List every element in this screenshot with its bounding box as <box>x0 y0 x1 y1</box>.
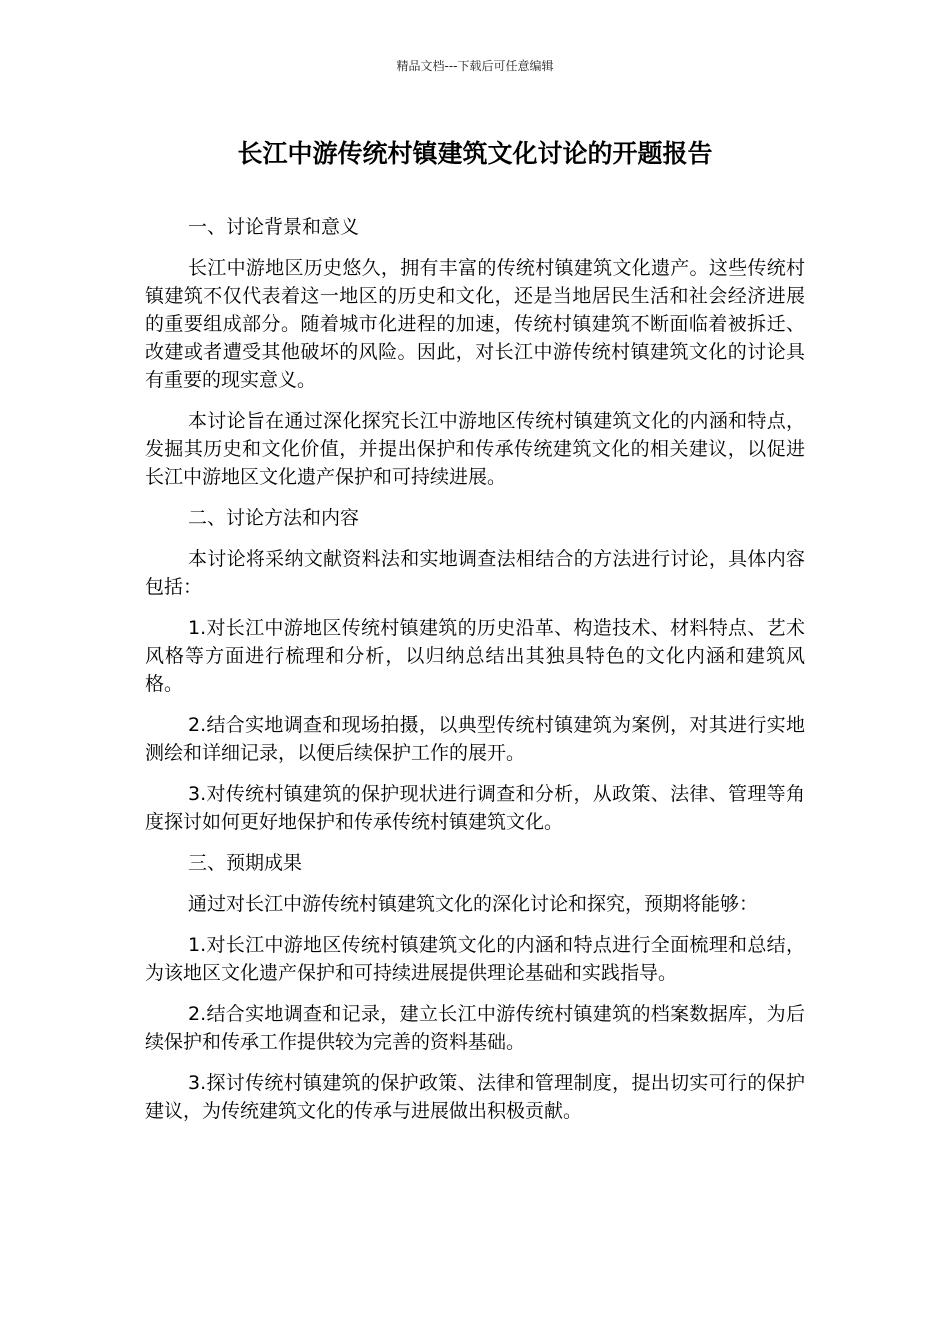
list-item: 3.对传统村镇建筑的保护现状进行调查和分析，从政策、法律、管理等角度探讨如何更好地保护和传承传统村镇建筑文化。 <box>145 783 805 833</box>
list-item: 2.结合实地调查和记录，建立长江中游传统村镇建筑的档案数据库，为后续保护和传承工作提供较为完善的资料基础。 <box>145 1003 805 1053</box>
list-item: 1.对长江中游地区传统村镇建筑的历史沿革、构造技术、材料特点、艺术风格等方面进行梳理和分析，以归纳总结出其独具特色的文化内涵和建筑风格。 <box>145 617 805 695</box>
document-title: 长江中游传统村镇建筑文化讨论的开题报告 <box>237 139 713 168</box>
document-body <box>145 213 805 1138</box>
list-item: 1.对长江中游地区传统村镇建筑文化的内涵和特点进行全面梳理和总结，为该地区文化遗产保护和可持续进展提供理论基础和实践指导。 <box>145 934 805 984</box>
page-header-note: 精品文档---下载后可任意编辑 <box>396 59 554 73</box>
list-item: 2.结合实地调查和现场拍摄，以典型传统村镇建筑为案例，对其进行实地测绘和详细记录，以便后续保护工作的展开。 <box>145 714 805 764</box>
section-heading-background: 一、讨论背景和意义 <box>188 216 360 238</box>
paragraph: 通过对长江中游传统村镇建筑文化的深化讨论和探究，预期将能够： <box>188 893 759 915</box>
section-heading-expected-results: 三、预期成果 <box>188 852 303 874</box>
paragraph: 本讨论旨在通过深化探究长江中游地区传统村镇建筑文化的内涵和特点，发掘其历史和文化价值，并提出保护和传承传统建筑文化的相关建议，以促进长江中游地区文化遗产保护和可持续进展。 <box>145 410 805 488</box>
list-item: 3.探讨传统村镇建筑的保护政策、法律和管理制度，提出切实可行的保护建议，为传统建筑文化的传承与进展做出积极贡献。 <box>145 1072 805 1122</box>
paragraph: 长江中游地区历史悠久，拥有丰富的传统村镇建筑文化遗产。这些传统村镇建筑不仅代表着这一地区的历史和文化，还是当地居民生活和社会经济进展的重要组成部分。随着城市化进程的加速，传统村镇建筑不断面临着被拆迁、改建或者遭受其他破坏的风险。因此，对长江中游传统村镇建筑文化的讨论具有重要的现实意义。 <box>145 257 805 391</box>
section-heading-methods: 二、讨论方法和内容 <box>188 507 360 529</box>
paragraph: 本讨论将采纳文献资料法和实地调查法相结合的方法进行讨论，具体内容包括： <box>145 548 805 598</box>
